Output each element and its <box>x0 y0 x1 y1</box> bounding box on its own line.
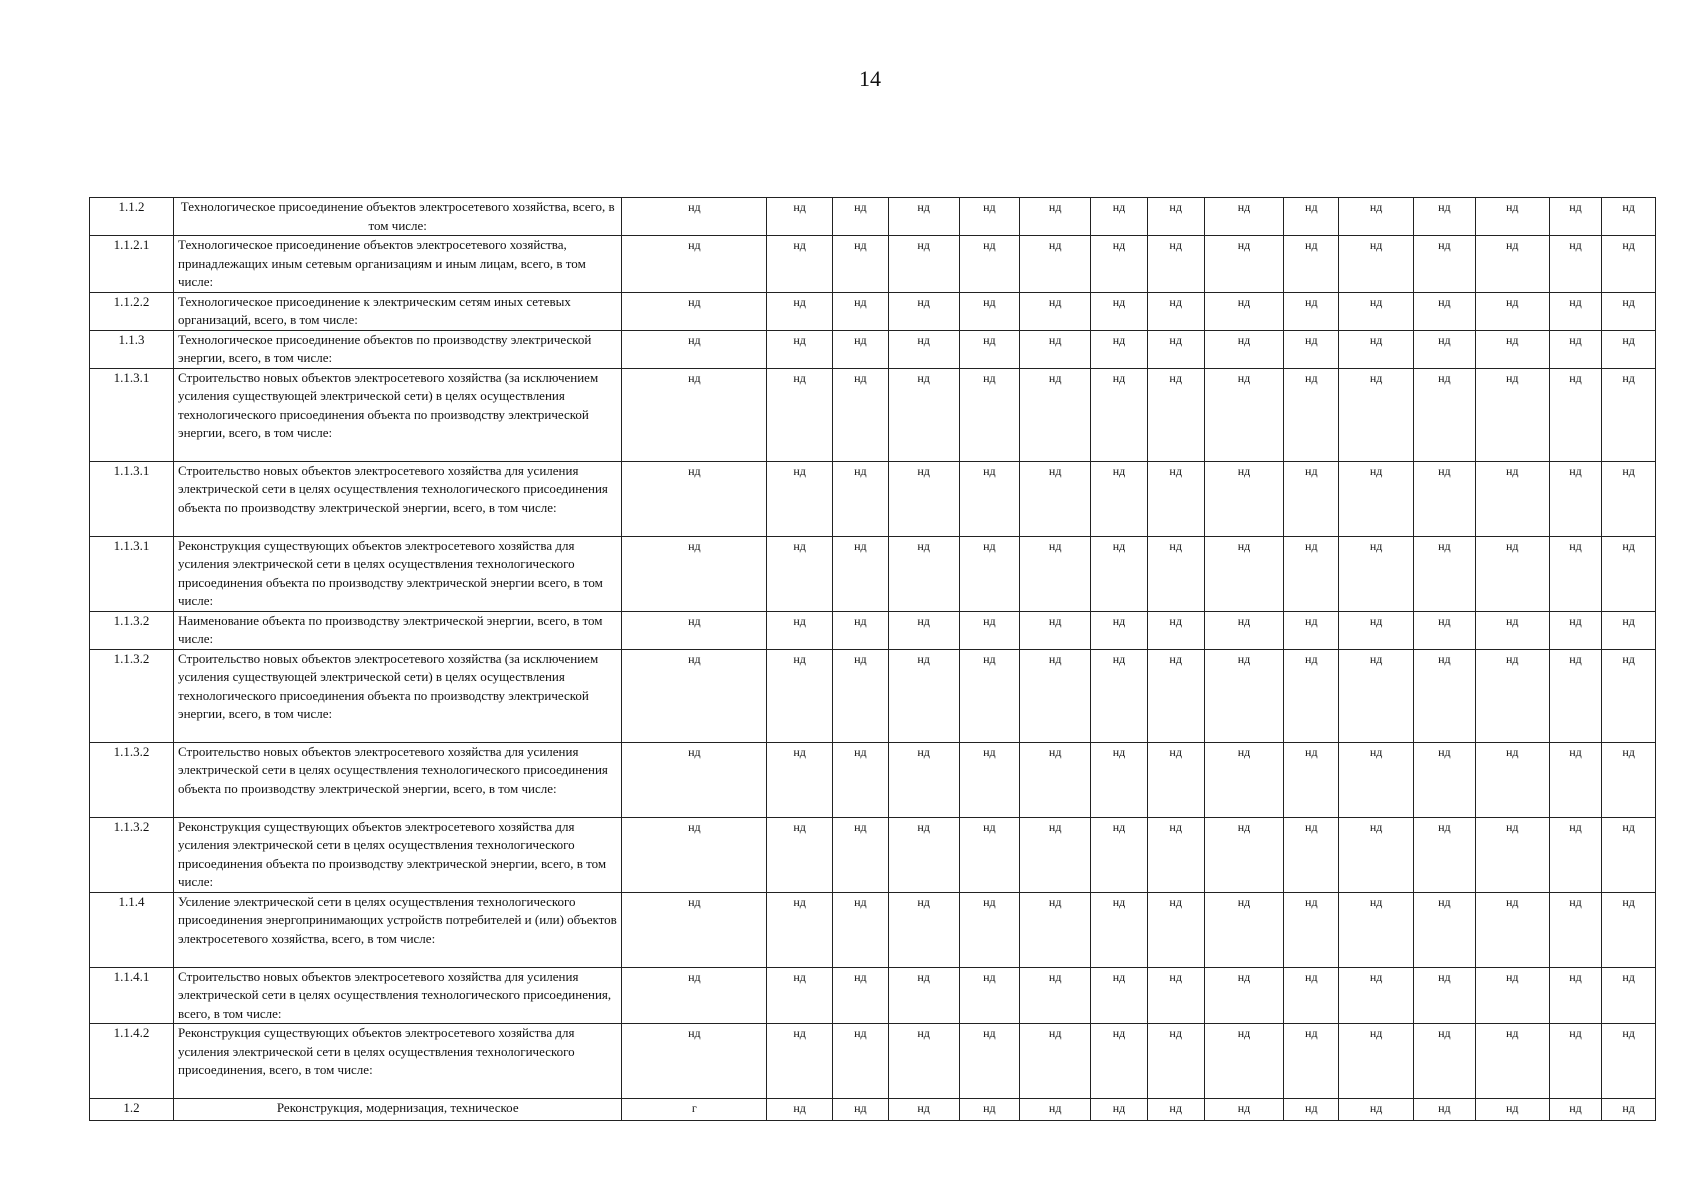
value-cell: нд <box>767 461 833 536</box>
value-cell: нд <box>767 1099 833 1121</box>
value-cell: нд <box>767 892 833 967</box>
value-cell: нд <box>1414 330 1476 368</box>
value-cell: нд <box>1284 1099 1339 1121</box>
value-cell: нд <box>1602 817 1656 892</box>
value-cell: нд <box>888 330 959 368</box>
value-cell: нд <box>1414 611 1476 649</box>
table-row <box>90 536 1656 611</box>
value-cell: нд <box>1020 1099 1091 1121</box>
value-cell: нд <box>1339 198 1414 236</box>
value-cell: нд <box>767 649 833 742</box>
value-cell: нд <box>959 536 1020 611</box>
value-cell: нд <box>1204 742 1284 817</box>
value-cell: нд <box>622 742 767 817</box>
value-cell: нд <box>1414 1099 1476 1121</box>
value-cell: нд <box>1475 236 1549 293</box>
value-cell: нд <box>1147 1099 1204 1121</box>
value-cell: нд <box>1020 742 1091 817</box>
value-cell: нд <box>1091 967 1148 1024</box>
value-cell: нд <box>888 198 959 236</box>
row-code: 1.1.3.2 <box>90 649 174 742</box>
value-cell: нд <box>622 292 767 330</box>
value-cell: нд <box>1549 330 1602 368</box>
value-cell: нд <box>1204 461 1284 536</box>
row-name: Реконструкция существующих объектов электросетевого хозяйства для усиления электрической сети в целях осуществления технологического присоединения, всего, в том числе: <box>174 1024 622 1099</box>
value-cell: нд <box>1475 742 1549 817</box>
value-cell: нд <box>1204 236 1284 293</box>
value-cell: нд <box>1020 292 1091 330</box>
value-cell: нд <box>1284 967 1339 1024</box>
value-cell: нд <box>1147 611 1204 649</box>
value-cell: нд <box>833 742 889 817</box>
value-cell: нд <box>1020 892 1091 967</box>
value-cell: нд <box>833 198 889 236</box>
value-cell: нд <box>1091 292 1148 330</box>
value-cell: нд <box>1549 368 1602 461</box>
row-name: Технологическое присоединение объектов электросетевого хозяйства, принадлежащих иным сетевым организациям и иным лицам, всего, в том числе: <box>174 236 622 293</box>
value-cell: нд <box>1147 198 1204 236</box>
row-name: Наименование объекта по производству электрической энергии, всего, в том числе: <box>174 611 622 649</box>
value-cell: нд <box>888 1024 959 1099</box>
value-cell: нд <box>1414 368 1476 461</box>
value-cell: нд <box>1475 368 1549 461</box>
value-cell: нд <box>1339 967 1414 1024</box>
value-cell: нд <box>622 236 767 293</box>
row-code: 1.1.3.1 <box>90 368 174 461</box>
value-cell: нд <box>1020 1024 1091 1099</box>
value-cell: нд <box>1204 292 1284 330</box>
value-cell: нд <box>1339 368 1414 461</box>
value-cell: нд <box>622 611 767 649</box>
value-cell: нд <box>959 611 1020 649</box>
value-cell: нд <box>1339 1024 1414 1099</box>
row-code: 1.1.2.2 <box>90 292 174 330</box>
table-row <box>90 330 1656 368</box>
value-cell: нд <box>1091 236 1148 293</box>
value-cell: нд <box>1204 649 1284 742</box>
value-cell: нд <box>1147 1024 1204 1099</box>
value-cell: нд <box>1284 892 1339 967</box>
value-cell: нд <box>1091 611 1148 649</box>
value-cell: нд <box>888 461 959 536</box>
value-cell: нд <box>1475 1099 1549 1121</box>
value-cell: нд <box>1549 1099 1602 1121</box>
value-cell: нд <box>1339 649 1414 742</box>
value-cell: нд <box>1475 1024 1549 1099</box>
value-cell: нд <box>1602 198 1656 236</box>
value-cell: нд <box>1284 817 1339 892</box>
value-cell: нд <box>1147 817 1204 892</box>
value-cell: нд <box>833 330 889 368</box>
value-cell: нд <box>1414 1024 1476 1099</box>
value-cell: нд <box>1475 292 1549 330</box>
value-cell: нд <box>1339 1099 1414 1121</box>
value-cell: нд <box>1549 536 1602 611</box>
value-cell: нд <box>888 611 959 649</box>
value-cell: нд <box>1204 198 1284 236</box>
value-cell: нд <box>622 892 767 967</box>
value-cell: нд <box>622 368 767 461</box>
value-cell: нд <box>622 817 767 892</box>
value-cell: нд <box>833 967 889 1024</box>
table-row <box>90 611 1656 649</box>
value-cell: нд <box>1602 649 1656 742</box>
value-cell: нд <box>622 649 767 742</box>
value-cell: нд <box>1020 236 1091 293</box>
value-cell: нд <box>888 892 959 967</box>
value-cell: нд <box>1602 967 1656 1024</box>
value-cell: нд <box>1147 536 1204 611</box>
table-row <box>90 1024 1656 1099</box>
row-name: Усиление электрической сети в целях осуществления технологического присоединения энергопринимающих устройств потребителей и (или) объектов электросетевого хозяйства, всего, в том числе: <box>174 892 622 967</box>
value-cell: нд <box>1204 368 1284 461</box>
table-row <box>90 368 1656 461</box>
value-cell: нд <box>1284 742 1339 817</box>
value-cell: нд <box>1204 817 1284 892</box>
value-cell: нд <box>1091 536 1148 611</box>
row-name: Строительство новых объектов электросетевого хозяйства (за исключением усиления существующей электрической сети) в целях осуществления технологического присоединения объекта по производству электрической энергии, всего, в том числе: <box>174 649 622 742</box>
value-cell: нд <box>767 368 833 461</box>
row-code: 1.1.3.2 <box>90 817 174 892</box>
value-cell: нд <box>1475 892 1549 967</box>
value-cell: нд <box>959 236 1020 293</box>
value-cell: нд <box>622 198 767 236</box>
value-cell: нд <box>1284 198 1339 236</box>
value-cell: нд <box>1549 461 1602 536</box>
value-cell: нд <box>1020 611 1091 649</box>
value-cell: нд <box>1020 817 1091 892</box>
value-cell: нд <box>1475 649 1549 742</box>
value-cell: нд <box>622 536 767 611</box>
value-cell: нд <box>1602 292 1656 330</box>
value-cell: г <box>622 1099 767 1121</box>
value-cell: нд <box>1549 649 1602 742</box>
value-cell: нд <box>1339 536 1414 611</box>
value-cell: нд <box>959 742 1020 817</box>
value-cell: нд <box>1204 536 1284 611</box>
value-cell: нд <box>833 892 889 967</box>
value-cell: нд <box>1549 292 1602 330</box>
row-code: 1.2 <box>90 1099 174 1121</box>
value-cell: нд <box>959 461 1020 536</box>
value-cell: нд <box>888 967 959 1024</box>
value-cell: нд <box>1284 611 1339 649</box>
value-cell: нд <box>1204 611 1284 649</box>
value-cell: нд <box>833 292 889 330</box>
value-cell: нд <box>1020 461 1091 536</box>
value-cell: нд <box>1475 536 1549 611</box>
row-name: Строительство новых объектов электросетевого хозяйства для усиления электрической сети в целях осуществления технологического присоединения объекта по производству электрической энергии, всего, в том числе: <box>174 742 622 817</box>
value-cell: нд <box>1147 892 1204 967</box>
row-code: 1.1.2 <box>90 198 174 236</box>
table-row <box>90 236 1656 293</box>
value-cell: нд <box>1414 236 1476 293</box>
row-code: 1.1.3.2 <box>90 611 174 649</box>
value-cell: нд <box>1414 967 1476 1024</box>
value-cell: нд <box>833 817 889 892</box>
value-cell: нд <box>959 892 1020 967</box>
value-cell: нд <box>767 967 833 1024</box>
value-cell: нд <box>833 461 889 536</box>
value-cell: нд <box>1549 236 1602 293</box>
value-cell: нд <box>1147 368 1204 461</box>
value-cell: нд <box>1204 967 1284 1024</box>
value-cell: нд <box>1147 742 1204 817</box>
value-cell: нд <box>622 1024 767 1099</box>
value-cell: нд <box>1091 198 1148 236</box>
value-cell: нд <box>1284 1024 1339 1099</box>
value-cell: нд <box>1204 1024 1284 1099</box>
value-cell: нд <box>833 1099 889 1121</box>
table-row <box>90 817 1656 892</box>
value-cell: нд <box>1602 1099 1656 1121</box>
value-cell: нд <box>833 236 889 293</box>
value-cell: нд <box>1549 742 1602 817</box>
row-name: Строительство новых объектов электросетевого хозяйства (за исключением усиления существующей электрической сети) в целях осуществления технологического присоединения объекта по производству электрической энергии, всего, в том числе: <box>174 368 622 461</box>
value-cell: нд <box>1549 1024 1602 1099</box>
value-cell: нд <box>622 330 767 368</box>
value-cell: нд <box>888 742 959 817</box>
value-cell: нд <box>1091 461 1148 536</box>
value-cell: нд <box>1091 330 1148 368</box>
value-cell: нд <box>1284 236 1339 293</box>
value-cell: нд <box>1549 892 1602 967</box>
row-name: Технологическое присоединение объектов по производству электрической энергии, всего, в том числе: <box>174 330 622 368</box>
value-cell: нд <box>622 461 767 536</box>
table-row <box>90 892 1656 967</box>
row-code: 1.1.3.1 <box>90 461 174 536</box>
table-row <box>90 1099 1656 1121</box>
value-cell: нд <box>1414 461 1476 536</box>
value-cell: нд <box>1284 368 1339 461</box>
row-code: 1.1.4.2 <box>90 1024 174 1099</box>
value-cell: нд <box>888 649 959 742</box>
row-name: Реконструкция существующих объектов электросетевого хозяйства для усиления электрической сети в целях осуществления технологического присоединения объекта по производству электрической энергии всего, в том числе: <box>174 536 622 611</box>
value-cell: нд <box>1602 236 1656 293</box>
value-cell: нд <box>1602 742 1656 817</box>
value-cell: нд <box>1204 1099 1284 1121</box>
value-cell: нд <box>1414 892 1476 967</box>
value-cell: нд <box>1339 292 1414 330</box>
row-name: Строительство новых объектов электросетевого хозяйства для усиления электрической сети в целях осуществления технологического присоединения, всего, в том числе: <box>174 967 622 1024</box>
value-cell: нд <box>833 536 889 611</box>
value-cell: нд <box>888 817 959 892</box>
value-cell: нд <box>1091 649 1148 742</box>
value-cell: нд <box>1339 330 1414 368</box>
value-cell: нд <box>1284 649 1339 742</box>
value-cell: нд <box>1475 461 1549 536</box>
data-table <box>89 197 1656 1121</box>
value-cell: нд <box>1091 1099 1148 1121</box>
value-cell: нд <box>1284 536 1339 611</box>
value-cell: нд <box>767 1024 833 1099</box>
value-cell: нд <box>1549 198 1602 236</box>
value-cell: нд <box>767 198 833 236</box>
row-name: Реконструкция существующих объектов электросетевого хозяйства для усиления электрической сети в целях осуществления технологического присоединения объекта по производству электрической энергии, всего, в том числе: <box>174 817 622 892</box>
value-cell: нд <box>1147 967 1204 1024</box>
value-cell: нд <box>1339 236 1414 293</box>
value-cell: нд <box>767 536 833 611</box>
value-cell: нд <box>959 368 1020 461</box>
table-row <box>90 967 1656 1024</box>
table-row <box>90 198 1656 236</box>
value-cell: нд <box>1602 611 1656 649</box>
value-cell: нд <box>1020 536 1091 611</box>
value-cell: нд <box>1284 330 1339 368</box>
value-cell: нд <box>1339 892 1414 967</box>
value-cell: нд <box>959 649 1020 742</box>
value-cell: нд <box>1147 292 1204 330</box>
value-cell: нд <box>888 368 959 461</box>
value-cell: нд <box>1549 611 1602 649</box>
value-cell: нд <box>1549 817 1602 892</box>
value-cell: нд <box>1020 649 1091 742</box>
value-cell: нд <box>1284 461 1339 536</box>
value-cell: нд <box>1339 461 1414 536</box>
value-cell: нд <box>1549 967 1602 1024</box>
value-cell: нд <box>1602 536 1656 611</box>
table-row <box>90 292 1656 330</box>
value-cell: нд <box>1091 892 1148 967</box>
value-cell: нд <box>833 1024 889 1099</box>
value-cell: нд <box>1414 742 1476 817</box>
value-cell: нд <box>888 236 959 293</box>
value-cell: нд <box>1339 742 1414 817</box>
value-cell: нд <box>888 292 959 330</box>
value-cell: нд <box>959 817 1020 892</box>
value-cell: нд <box>959 330 1020 368</box>
value-cell: нд <box>1204 330 1284 368</box>
value-cell: нд <box>767 611 833 649</box>
row-name: Строительство новых объектов электросетевого хозяйства для усиления электрической сети в целях осуществления технологического присоединения объекта по производству электрической энергии, всего, в том числе: <box>174 461 622 536</box>
value-cell: нд <box>767 236 833 293</box>
row-code: 1.1.3 <box>90 330 174 368</box>
value-cell: нд <box>1020 330 1091 368</box>
value-cell: нд <box>1020 198 1091 236</box>
value-cell: нд <box>1147 461 1204 536</box>
value-cell: нд <box>767 817 833 892</box>
value-cell: нд <box>767 292 833 330</box>
row-name: Технологическое присоединение к электрическим сетям иных сетевых организаций, всего, в том числе: <box>174 292 622 330</box>
value-cell: нд <box>1475 198 1549 236</box>
value-cell: нд <box>1475 967 1549 1024</box>
value-cell: нд <box>1414 649 1476 742</box>
row-code: 1.1.4 <box>90 892 174 967</box>
value-cell: нд <box>1414 198 1476 236</box>
value-cell: нд <box>1475 817 1549 892</box>
value-cell: нд <box>1602 461 1656 536</box>
row-code: 1.1.3.2 <box>90 742 174 817</box>
value-cell: нд <box>1147 649 1204 742</box>
value-cell: нд <box>888 536 959 611</box>
value-cell: нд <box>1147 330 1204 368</box>
value-cell: нд <box>1602 892 1656 967</box>
value-cell: нд <box>959 292 1020 330</box>
value-cell: нд <box>1147 236 1204 293</box>
value-cell: нд <box>1475 330 1549 368</box>
value-cell: нд <box>767 742 833 817</box>
value-cell: нд <box>1602 330 1656 368</box>
table-row <box>90 461 1656 536</box>
value-cell: нд <box>1339 817 1414 892</box>
value-cell: нд <box>1091 368 1148 461</box>
value-cell: нд <box>1091 742 1148 817</box>
value-cell: нд <box>1414 292 1476 330</box>
value-cell: нд <box>833 611 889 649</box>
value-cell: нд <box>1284 292 1339 330</box>
value-cell: нд <box>1414 536 1476 611</box>
row-name: Реконструкция, модернизация, техническое <box>174 1099 622 1121</box>
value-cell: нд <box>959 967 1020 1024</box>
row-code: 1.1.2.1 <box>90 236 174 293</box>
table-row <box>90 649 1656 742</box>
value-cell: нд <box>622 967 767 1024</box>
value-cell: нд <box>1602 1024 1656 1099</box>
table-row <box>90 742 1656 817</box>
value-cell: нд <box>1602 368 1656 461</box>
value-cell: нд <box>1475 611 1549 649</box>
value-cell: нд <box>1091 817 1148 892</box>
value-cell: нд <box>1414 817 1476 892</box>
value-cell: нд <box>959 198 1020 236</box>
value-cell: нд <box>767 330 833 368</box>
value-cell: нд <box>959 1024 1020 1099</box>
row-code: 1.1.4.1 <box>90 967 174 1024</box>
value-cell: нд <box>1091 1024 1148 1099</box>
value-cell: нд <box>888 1099 959 1121</box>
value-cell: нд <box>1339 611 1414 649</box>
value-cell: нд <box>1204 892 1284 967</box>
page-number: 14 <box>859 66 881 91</box>
value-cell: нд <box>959 1099 1020 1121</box>
row-name: Технологическое присоединение объектов электросетевого хозяйства, всего, в том числе: <box>174 198 622 236</box>
row-code: 1.1.3.1 <box>90 536 174 611</box>
value-cell: нд <box>833 649 889 742</box>
value-cell: нд <box>833 368 889 461</box>
value-cell: нд <box>1020 368 1091 461</box>
value-cell: нд <box>1020 967 1091 1024</box>
